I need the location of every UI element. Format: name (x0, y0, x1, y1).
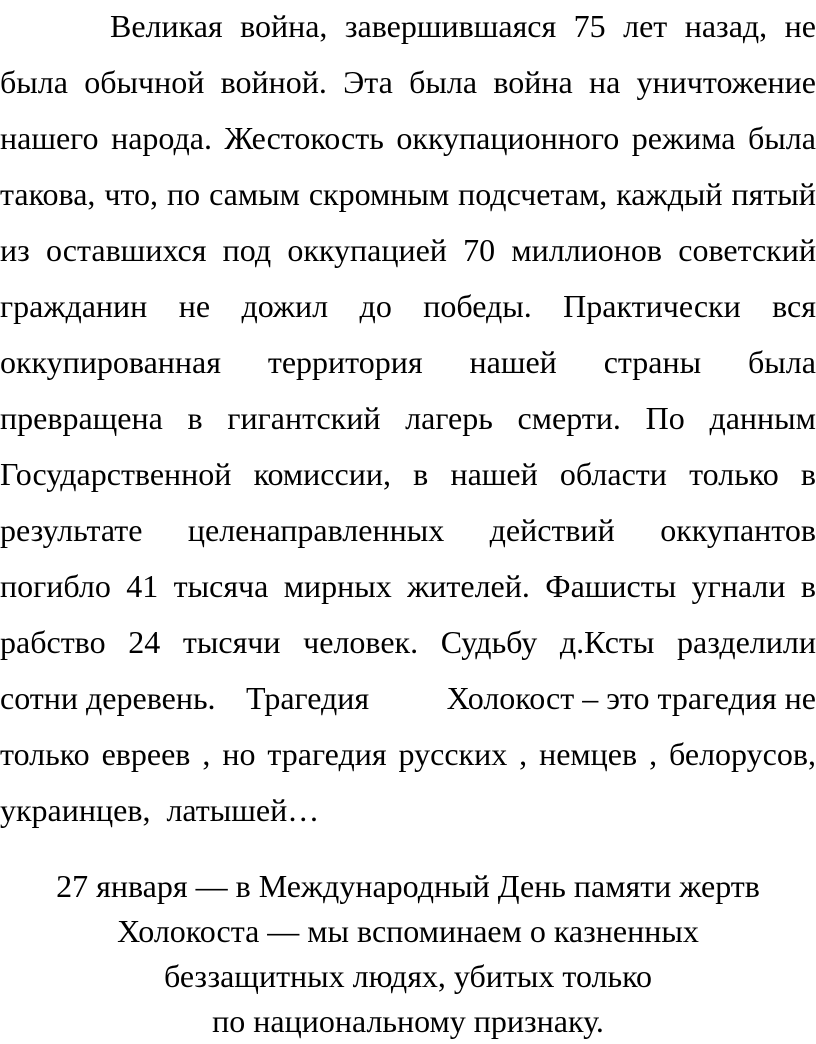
word: оккупантов (660, 512, 816, 548)
word: была (0, 64, 68, 100)
text-line-8 (0, 390, 816, 446)
word: , (519, 736, 528, 772)
word: нашей (469, 344, 557, 380)
word: победы. (423, 288, 532, 324)
word: тысячи (182, 624, 281, 660)
word: оккупацией (287, 232, 447, 268)
word: мирных (283, 568, 392, 604)
word: украинцев, (0, 792, 151, 828)
word: в (413, 456, 429, 492)
caption-line: по национальному признаку. (212, 1003, 604, 1039)
word: оставшихся (45, 232, 207, 268)
word: была (409, 64, 478, 100)
word: результате (0, 512, 143, 548)
word: по (166, 176, 201, 212)
word: самым (209, 176, 300, 212)
word: народа. (111, 120, 212, 156)
word: немцев (539, 736, 638, 772)
word: 75 (573, 8, 606, 44)
word: оккупационного (396, 120, 620, 156)
word: война, (240, 8, 328, 44)
word: не (178, 288, 211, 324)
word: из (0, 232, 30, 268)
word: , (202, 736, 211, 772)
caption-line: 27 января — в Международный День памяти жертв (56, 868, 760, 904)
text-line-15 (0, 782, 816, 838)
word: под (222, 232, 272, 268)
word: миллионов (511, 232, 663, 268)
word: Жестокость (224, 120, 384, 156)
word: угнали (691, 568, 786, 604)
word: комиссии, (253, 456, 391, 492)
word: скромным (308, 176, 450, 212)
caption-line: беззащитных людях, убитых только (163, 958, 653, 994)
word: Фашисты (545, 568, 677, 604)
word: в (187, 400, 203, 436)
word: каждый (616, 176, 723, 212)
word: нашей (450, 456, 538, 492)
word: завершившаяся (344, 8, 557, 44)
word: была (748, 344, 816, 380)
word: разделили (677, 624, 816, 660)
word: По (645, 400, 685, 436)
word: жителей. (407, 568, 530, 604)
word: режима (631, 120, 736, 156)
text-segment: сотни деревень. (0, 680, 216, 716)
word: Эта (343, 64, 393, 100)
text-line-9 (0, 446, 816, 502)
text-line-10 (0, 502, 816, 558)
word: белорусов, (669, 736, 816, 772)
text-line-4 (0, 166, 816, 222)
word: такова, (0, 176, 96, 212)
word: тысяча (173, 568, 269, 604)
text-line-13 (0, 670, 816, 726)
text-line-7 (0, 334, 816, 390)
word: что, (104, 176, 159, 212)
word: человек. (303, 624, 419, 660)
word: дожил (241, 288, 329, 324)
caption-line: Холокоста — мы вспоминаем о казненных (117, 913, 699, 949)
word: лагерь (405, 400, 493, 436)
word: действий (489, 512, 615, 548)
word: 70 (463, 232, 496, 268)
word: не (784, 8, 816, 44)
word: гигантский (227, 400, 381, 436)
word: гражданин (0, 288, 148, 324)
word: только (0, 736, 90, 772)
text-line-5 (0, 222, 816, 278)
word: евреев (101, 736, 191, 772)
word: 41 (126, 568, 159, 604)
text-segment: Трагедия (246, 680, 370, 716)
word: советский (678, 232, 816, 268)
word: только (689, 456, 779, 492)
text-line-11 (0, 558, 816, 614)
word: до (359, 288, 392, 324)
word: , (649, 736, 658, 772)
text-segment: Холокост – это трагедия не (446, 680, 816, 716)
word: территория (267, 344, 423, 380)
word: латышей… (166, 792, 320, 828)
word: русских (398, 736, 508, 772)
word: на (588, 64, 621, 100)
word: данным (709, 400, 816, 436)
word: была (747, 120, 816, 156)
word: но (222, 736, 256, 772)
word: подсчетам, (458, 176, 608, 212)
text-line-12 (0, 614, 816, 670)
word: Судьбу (440, 624, 538, 660)
text-line-14 (0, 726, 816, 782)
word: пятый (731, 176, 816, 212)
text-line-2 (0, 54, 816, 110)
word: войной. (220, 64, 327, 100)
word: д.Ксты (559, 624, 655, 660)
word: трагедия (267, 736, 387, 772)
word: 24 (128, 624, 161, 660)
word: смерти. (517, 400, 621, 436)
text-line-3 (0, 110, 816, 166)
word: в (800, 456, 816, 492)
word: Великая (110, 8, 223, 44)
word: назад, (684, 8, 768, 44)
text-line-6 (0, 278, 816, 334)
word: превращена (0, 400, 163, 436)
word: уничтожение (636, 64, 816, 100)
word: погибло (0, 568, 111, 604)
word: Государственной (0, 456, 232, 492)
word: целенаправленных (187, 512, 445, 548)
word: страны (603, 344, 702, 380)
word: области (559, 456, 667, 492)
word: вся (772, 288, 816, 324)
word: нашего (0, 120, 99, 156)
word: оккупированная (0, 344, 221, 380)
word: лет (623, 8, 668, 44)
word: война (493, 64, 573, 100)
word: рабство (0, 624, 106, 660)
memorial-caption (0, 864, 816, 1044)
word: Практически (563, 288, 741, 324)
word: в (800, 568, 816, 604)
text-line-1 (110, 0, 816, 54)
word: обычной (84, 64, 205, 100)
